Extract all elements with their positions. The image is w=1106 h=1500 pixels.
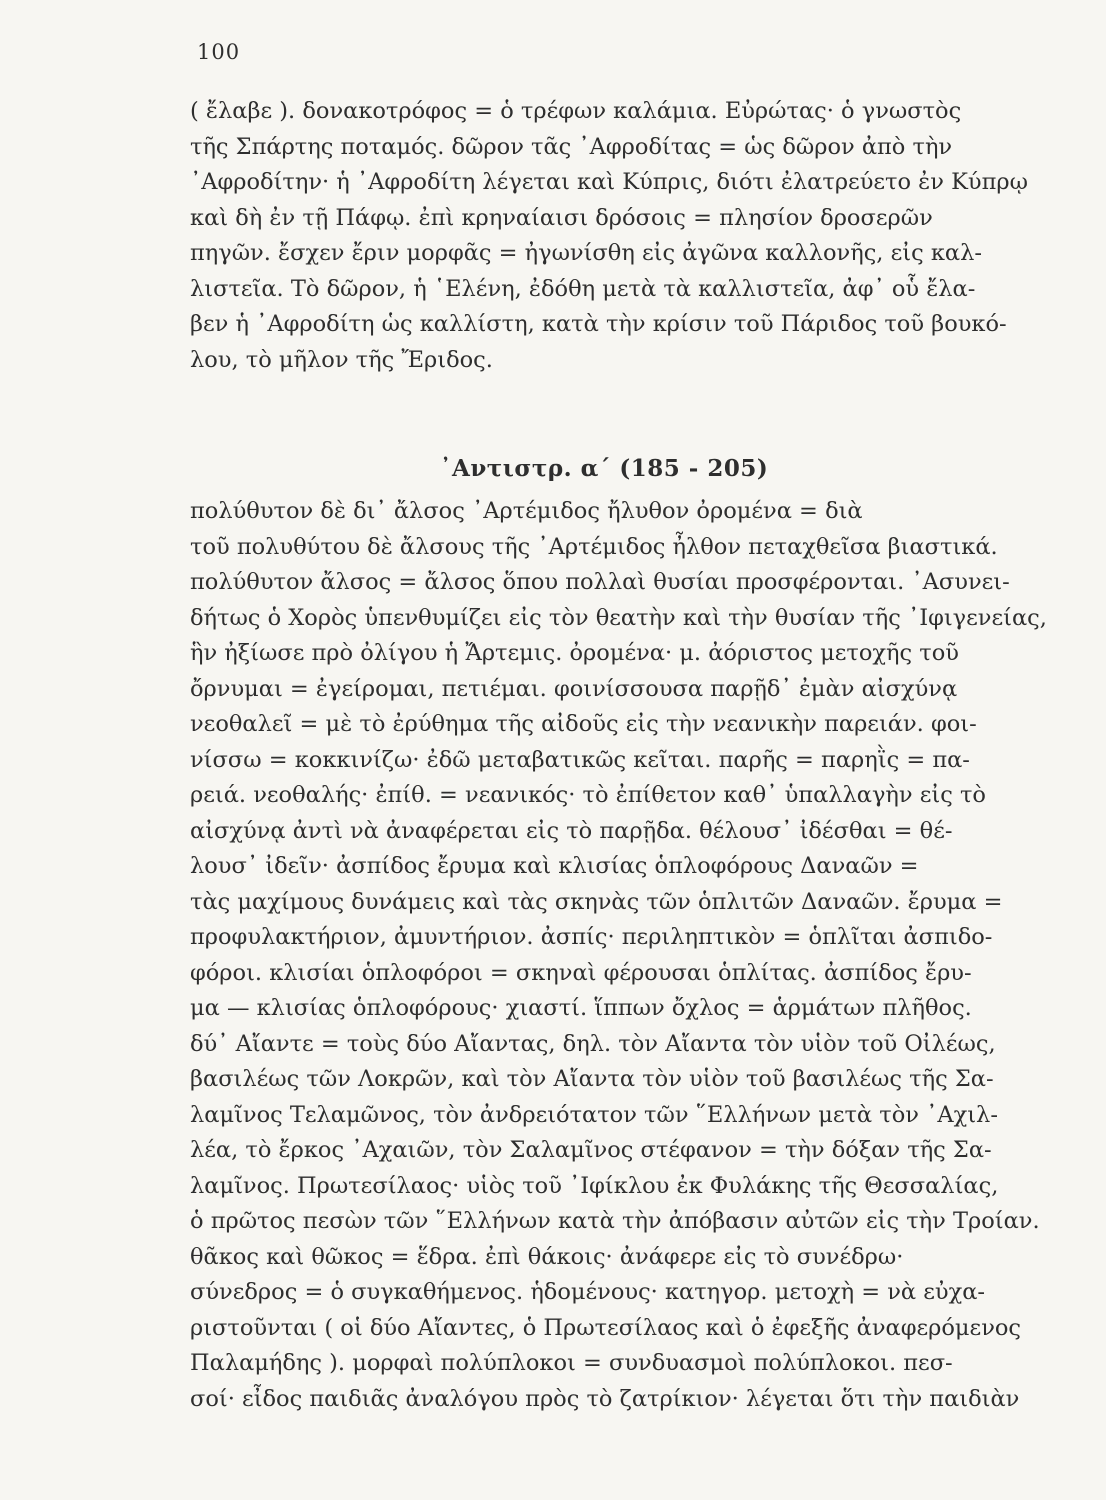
text-line: ἣν ἠξίωσε πρὸ ὀλίγου ἡ Ἄρτεμις. ὀρομένα· μ. ἀόριστος μετοχῆς τοῦ: [190, 640, 959, 666]
commentary-block-2: [190, 494, 1048, 1417]
text-line: σύνεδρος = ὁ συγκαθήμενος. ἡδομένους· κατηγορ. μετοχὴ = νὰ εὐχα-: [190, 1279, 986, 1305]
text-line: ρειά. νεοθαλής· ἐπίθ. = νεανικός· τὸ ἐπίθετον καθ᾽ ὑπαλλαγὴν εἰς τὸ: [190, 782, 986, 808]
text-line: λιστεῖα. Τὸ δῶρον, ἡ ῾Ελένη, ἐδόθη μετὰ τὰ καλλιστεῖα, ἀφ᾽ οὗ ἔλα-: [190, 275, 976, 302]
text-line: νεοθαλεῖ = μὲ τὸ ἐρύθημα τῆς αἰδοῦς εἰς τὴν νεανικὴν παρειάν. φοι-: [190, 711, 977, 737]
text-line: Παλαμήδης ). μορφαὶ πολύπλοκοι = συνδυασμοὶ πολύπλοκοι. πεσ-: [190, 1350, 953, 1376]
text-line: τὰς μαχίμους δυνάμεις καὶ τὰς σκηνὰς τῶν ὁπλιτῶν Δαναῶν. ἔρυμα =: [190, 888, 1003, 915]
text-line: σοί· εἶδος παιδιᾶς ἀναλόγου πρὸς τὸ ζατρίκιον· λέγεται ὅτι τὴν παιδιὰν: [190, 1385, 1020, 1412]
text-line: πολύθυτον ἄλσος = ἄλσος ὅπου πολλαὶ θυσίαι προσφέρονται. ᾽Ασυνει-: [190, 569, 1010, 595]
text-line: φόροι. κλισίαι ὁπλοφόροι = σκηναὶ φέρουσαι ὁπλίτας. ἀσπίδος ἔρυ-: [190, 959, 972, 986]
text-line: ριστοῦνται ( οἱ δύο Αἴαντες, ὁ Πρωτεσίλαος καὶ ὁ ἐφεξῆς ἀναφερόμενος: [190, 1314, 1022, 1341]
text-line: δύ᾽ Αἴαντε = τοὺς δύο Αἴαντας, δηλ. τὸν Αἴαντα τὸν υἱὸν τοῦ Οἰλέως,: [190, 1030, 996, 1057]
text-line: τοῦ πολυθύτου δὲ ἄλσους τῆς ᾽Αρτέμιδος ἦλθον πεταχθεῖσα βιαστικά.: [190, 533, 998, 560]
text-line: λαμῖνος. Πρωτεσίλαος· υἱὸς τοῦ ᾽Ιφίκλου ἐκ Φυλάκης τῆς Θεσσαλίας,: [190, 1172, 999, 1199]
text-line: πηγῶν. ἔσχεν ἔριν μορφᾶς = ἠγωνίσθη εἰς ἀγῶνα καλλονῆς, εἰς καλ-: [190, 240, 982, 266]
text-line: τῆς Σπάρτης ποταμός. δῶρον τᾶς ᾽Αφροδίτας = ὡς δῶρον ἀπὸ τὴν: [190, 133, 953, 160]
page-number: 100: [197, 40, 241, 64]
text-line: ( ἔλαβε ). δονακοτρόφος = ὁ τρέφων καλάμια. Εὐρώτας· ὁ γνωστὸς: [190, 98, 962, 124]
text-line: ὄρνυμαι = ἐγείρομαι, πετιέμαι. φοινίσσουσα παρῇδ᾽ ἐμὰν αἰσχύνᾳ: [190, 675, 958, 702]
text-line: ὁ πρῶτος πεσὼν τῶν ῞Ελλήνων κατὰ τὴν ἀπόβασιν αὐτῶν εἰς τὴν Τροίαν.: [190, 1208, 1040, 1234]
text-line: λαμῖνος Τελαμῶνος, τὸν ἀνδρειότατον τῶν ῞Ελλήνων μετὰ τὸν ᾽Αχιλ-: [190, 1101, 998, 1128]
text-line: θᾶκος καὶ θῶκος = ἕδρα. ἐπὶ θάκοις· ἀνάφερε εἰς τὸ συνέδρω·: [190, 1243, 904, 1270]
section-heading: ᾽Αντιστρ. α΄ (185 - 205): [440, 455, 769, 482]
text-line: προφυλακτήριον, ἀμυντήριον. ἀσπίς· περιληπτικὸν = ὁπλῖται ἀσπιδο-: [190, 924, 993, 950]
text-line: μα — κλισίας ὁπλοφόρους· χιαστί. ἵππων ὄχλος = ἁρμάτων πλῆθος.: [190, 995, 972, 1021]
text-line: βεν ἡ ᾽Αφροδίτη ὡς καλλίστη, κατὰ τὴν κρίσιν τοῦ Πάριδος τοῦ βουκό-: [190, 311, 1007, 337]
text-line: αἰσχύνᾳ ἀντὶ νὰ ἀναφέρεται εἰς τὸ παρῇδα. θέλουσ᾽ ἰδέσθαι = θέ-: [190, 817, 953, 844]
text-line: βασιλέως τῶν Λοκρῶν, καὶ τὸν Αἴαντα τὸν υἱὸν τοῦ βασιλέως τῆς Σα-: [190, 1066, 994, 1092]
text-line: πολύθυτον δὲ δι᾽ ἄλσος ᾽Αρτέμιδος ἤλυθον ὀρομένα = διὰ: [190, 498, 863, 524]
commentary-block-1: [190, 94, 1048, 378]
text-line: λουσ᾽ ἰδεῖν· ἀσπίδος ἔρυμα καὶ κλισίας ὁπλοφόρους Δαναῶν =: [190, 853, 919, 879]
text-line: λου, τὸ μῆλον τῆς Ἔριδος.: [190, 346, 493, 373]
text-line: νίσσω = κοκκινίζω· ἐδῶ μεταβατικῶς κεῖται. παρῆς = παρηῒς = πα-: [190, 746, 970, 773]
text-line: καὶ δὴ ἐν τῇ Πάφῳ. ἐπὶ κρηναίαισι δρόσοις = πλησίον δροσερῶν: [190, 204, 933, 231]
text-line: ᾽Αφροδίτην· ἡ ᾽Αφροδίτη λέγεται καὶ Κύπρις, διότι ἐλατρεύετο ἐν Κύπρῳ: [190, 169, 1028, 195]
text-line: λέα, τὸ ἔρκος ᾽Αχαιῶν, τὸν Σαλαμῖνος στέφανον = τὴν δόξαν τῆς Σα-: [190, 1137, 992, 1163]
text-line: δήτως ὁ Χορὸς ὑπενθυμίζει εἰς τὸν θεατὴν καὶ τὴν θυσίαν τῆς ᾽Ιφιγενείας,: [190, 604, 1047, 631]
